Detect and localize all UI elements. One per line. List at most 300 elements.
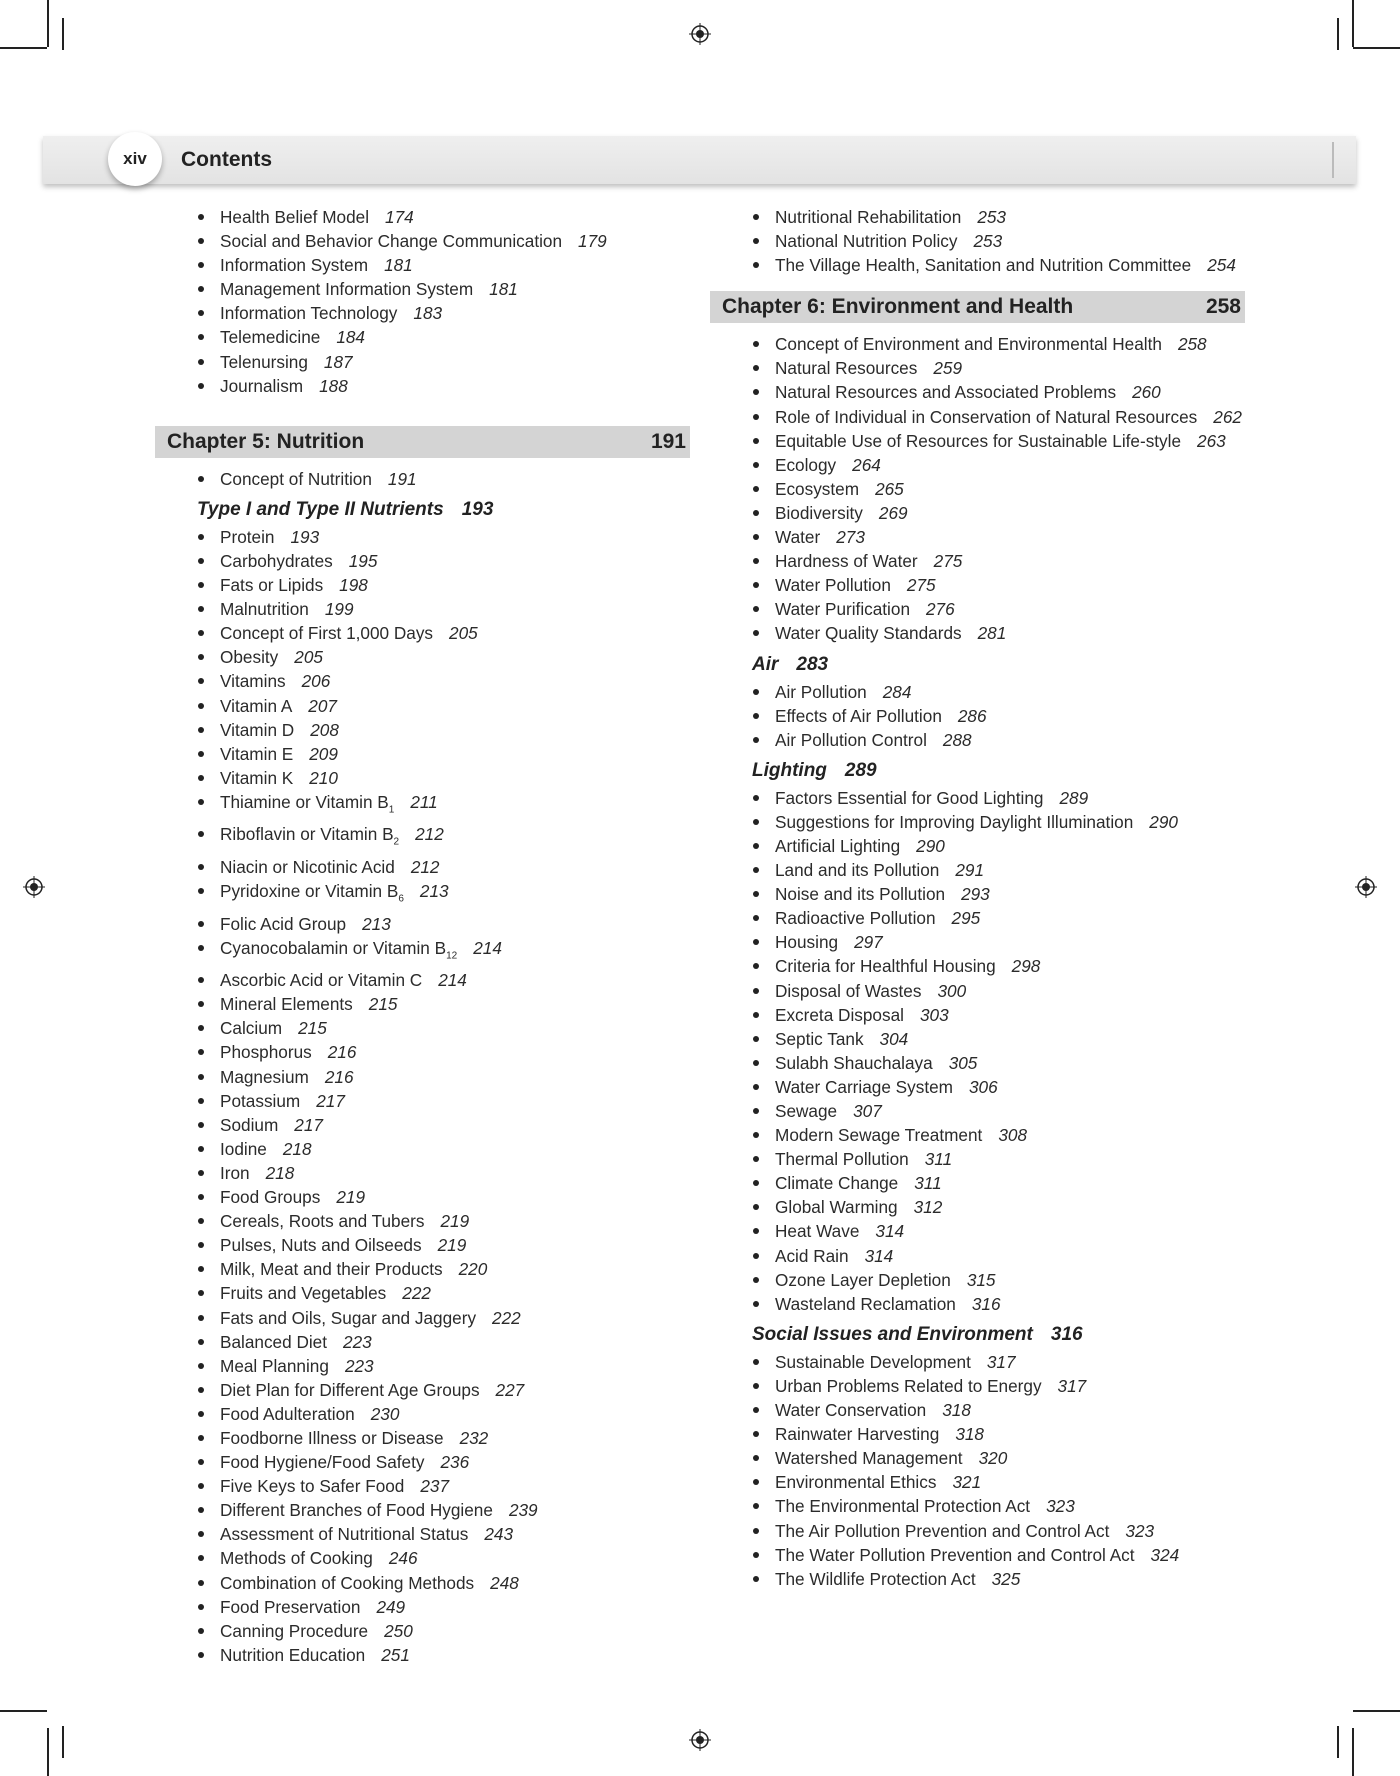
toc-entry xyxy=(710,525,1245,549)
toc-entry xyxy=(155,1474,690,1498)
entry-page: 312 xyxy=(913,1197,943,1218)
entry-page: 251 xyxy=(381,1644,410,1665)
entry-title: Water Quality Standards xyxy=(775,623,962,644)
entry-title: Sustainable Development xyxy=(775,1351,971,1372)
entry-title: Iron xyxy=(220,1162,250,1183)
toc-entry xyxy=(155,1378,690,1402)
entry-page: 243 xyxy=(484,1524,514,1545)
entry-title: Iodine xyxy=(220,1138,267,1159)
entry-title: Obesity xyxy=(220,647,279,668)
left-column xyxy=(155,205,690,1667)
toc-entry xyxy=(155,766,690,790)
section-title: Lighting xyxy=(752,759,827,781)
entry-title: Acid Rain xyxy=(775,1245,849,1266)
toc-entry xyxy=(710,332,1245,356)
entry-title: Information Technology xyxy=(220,303,398,324)
entry-subscript: 1 xyxy=(388,804,395,816)
entry-page: 205 xyxy=(294,647,323,668)
entry-title: Canning Procedure xyxy=(220,1620,369,1641)
entry-page: 318 xyxy=(942,1400,971,1421)
entry-page: 183 xyxy=(413,303,443,324)
crop-mark xyxy=(1352,0,1354,47)
entry-title: Ecology xyxy=(775,454,837,475)
entry-title: Telenursing xyxy=(220,351,308,372)
section-page: 289 xyxy=(844,759,877,781)
toc-list xyxy=(155,205,690,398)
entry-title: Wasteland Reclamation xyxy=(775,1293,956,1314)
registration-mark-icon xyxy=(689,1729,711,1751)
entry-title: Foodborne Illness or Disease xyxy=(220,1427,444,1448)
entry-page: 207 xyxy=(308,695,337,716)
toc-entry xyxy=(710,834,1245,858)
entry-title: Urban Problems Related to Energy xyxy=(775,1375,1042,1396)
entry-title: Concept of First 1,000 Days xyxy=(220,623,434,644)
section-title: Type I and Type II Nutrients xyxy=(197,498,444,520)
toc-list xyxy=(155,525,690,1667)
toc-entry xyxy=(155,1595,690,1619)
toc-entry xyxy=(155,912,690,936)
chapter-title: Chapter 5: Nutrition xyxy=(167,429,365,453)
entry-title: Watershed Management xyxy=(775,1448,963,1469)
toc-entry xyxy=(710,1446,1245,1470)
entry-title: Carbohydrates xyxy=(220,550,333,571)
entry-page: 219 xyxy=(437,1235,467,1256)
toc-entry xyxy=(710,954,1245,978)
entry-title: Pulses, Nuts and Oilseeds xyxy=(220,1235,422,1256)
toc-entry xyxy=(155,1522,690,1546)
entry-page: 195 xyxy=(348,550,378,571)
toc-entry xyxy=(155,374,690,398)
entry-title: Ozone Layer Depletion xyxy=(775,1269,951,1290)
toc-entry xyxy=(155,1546,690,1570)
entry-title: Criteria for Healthful Housing xyxy=(775,956,996,977)
toc-entry xyxy=(710,453,1245,477)
entry-page: 311 xyxy=(924,1149,953,1170)
entry-page: 227 xyxy=(495,1379,525,1400)
toc-entry xyxy=(155,1161,690,1185)
section-page: 316 xyxy=(1050,1323,1083,1345)
page-number: xiv xyxy=(108,132,162,186)
crop-mark xyxy=(1352,1728,1354,1776)
toc-entry xyxy=(155,1281,690,1305)
entry-title: Food Adulteration xyxy=(220,1403,355,1424)
section-heading xyxy=(710,1320,1245,1350)
entry-page: 308 xyxy=(998,1125,1028,1146)
entry-title: The Environmental Protection Act xyxy=(775,1496,1031,1517)
entry-page: 315 xyxy=(966,1269,996,1290)
entry-page: 262 xyxy=(1213,406,1242,427)
entry-page: 303 xyxy=(919,1004,949,1025)
entry-page: 324 xyxy=(1150,1544,1180,1565)
chapter-page: 191 xyxy=(650,429,686,453)
header-divider xyxy=(1332,142,1334,178)
entry-title: Telemedicine xyxy=(220,327,321,348)
toc-entry xyxy=(155,992,690,1016)
toc-entry xyxy=(155,549,690,573)
entry-page: 223 xyxy=(344,1355,374,1376)
crop-mark xyxy=(47,0,49,47)
entry-page: 246 xyxy=(388,1548,418,1569)
entry-page: 314 xyxy=(875,1221,905,1242)
toc-entry xyxy=(710,205,1245,229)
entry-title: Rainwater Harvesting xyxy=(775,1424,940,1445)
toc-entry xyxy=(155,205,690,229)
toc-entry xyxy=(710,253,1245,277)
entry-page: 249 xyxy=(376,1596,406,1617)
entry-page: 174 xyxy=(385,207,414,227)
entry-page: 216 xyxy=(327,1042,357,1063)
entry-title: Sewage xyxy=(775,1101,838,1121)
toc-entry xyxy=(710,882,1245,906)
entry-page: 290 xyxy=(916,835,945,856)
entry-title: Effects of Air Pollution xyxy=(775,705,942,726)
entry-page: 321 xyxy=(952,1472,982,1493)
chapter-title: Chapter 6: Environment and Health xyxy=(722,295,1074,319)
entry-page: 293 xyxy=(961,884,990,905)
toc-entry xyxy=(155,936,690,969)
entry-page: 184 xyxy=(336,327,365,348)
entry-title: Diet Plan for Different Age Groups xyxy=(220,1379,480,1400)
entry-title: Protein xyxy=(220,526,275,547)
chapter-heading xyxy=(155,426,690,458)
entry-title: Modern Sewage Treatment xyxy=(775,1125,983,1146)
toc-entry xyxy=(155,1498,690,1522)
entry-title: Heat Wave xyxy=(775,1221,860,1242)
entry-page: 188 xyxy=(319,375,348,396)
toc-entry xyxy=(155,855,690,879)
entry-page: 320 xyxy=(978,1448,1008,1469)
entry-title: Vitamin D xyxy=(220,719,295,740)
entry-page: 297 xyxy=(854,932,883,953)
section-title: Social Issues and Environment xyxy=(752,1323,1033,1345)
entry-page: 289 xyxy=(1059,787,1089,808)
entry-title: Pyridoxine or Vitamin B xyxy=(220,881,399,902)
entry-title: Assessment of Nutritional Status xyxy=(220,1524,469,1545)
toc-entry xyxy=(155,790,690,823)
toc-entry xyxy=(155,1089,690,1113)
toc-entry xyxy=(710,1075,1245,1099)
section-page: 193 xyxy=(461,498,494,520)
crop-mark xyxy=(1353,1710,1400,1712)
entry-title: Thermal Pollution xyxy=(775,1149,909,1170)
entry-title: Disposal of Wastes xyxy=(775,980,922,1001)
toc-entry xyxy=(155,1306,690,1330)
entry-page: 317 xyxy=(1057,1375,1087,1396)
entry-page: 305 xyxy=(948,1052,978,1073)
section-heading xyxy=(710,756,1245,786)
registration-mark-icon xyxy=(1355,876,1377,898)
entry-page: 295 xyxy=(951,908,981,929)
entry-page: 191 xyxy=(387,468,417,489)
entry-title: Combination of Cooking Methods xyxy=(220,1572,475,1593)
entry-title: Water xyxy=(775,527,821,548)
entry-title: Journalism xyxy=(220,375,304,396)
toc-entry xyxy=(710,477,1245,501)
entry-title: Water Pollution xyxy=(775,575,891,596)
toc-entry xyxy=(710,1051,1245,1075)
toc-entry xyxy=(155,253,690,277)
entry-page: 275 xyxy=(933,551,963,572)
entry-title: Meal Planning xyxy=(220,1355,329,1376)
entry-page: 208 xyxy=(310,719,339,740)
crop-mark xyxy=(62,1726,64,1758)
entry-title: Nutrition Education xyxy=(220,1644,366,1665)
toc-entry xyxy=(710,380,1245,404)
entry-title: Food Hygiene/Food Safety xyxy=(220,1452,425,1473)
entry-page: 276 xyxy=(926,599,955,620)
entry-title: Mineral Elements xyxy=(220,994,353,1015)
toc-entry xyxy=(155,325,690,349)
crop-mark xyxy=(1353,47,1400,49)
toc-entry xyxy=(710,1195,1245,1219)
entry-page: 213 xyxy=(362,913,391,934)
entry-title: Fats or Lipids xyxy=(220,575,324,596)
entry-page: 218 xyxy=(282,1138,312,1159)
toc-entry xyxy=(710,1171,1245,1195)
toc-entry xyxy=(710,549,1245,573)
section-heading xyxy=(710,650,1245,680)
crop-mark xyxy=(0,47,47,49)
toc-entry xyxy=(710,786,1245,810)
entry-page: 210 xyxy=(309,767,338,788)
entry-title: Climate Change xyxy=(775,1173,899,1194)
entry-title: Air Pollution xyxy=(775,681,867,702)
entry-title: Riboflavin or Vitamin B xyxy=(220,824,394,845)
entry-page: 217 xyxy=(294,1114,323,1135)
entry-page: 217 xyxy=(316,1090,345,1111)
entry-page: 211 xyxy=(410,791,438,812)
entry-title: Septic Tank xyxy=(775,1028,864,1049)
registration-mark-icon xyxy=(23,876,45,898)
entry-page: 248 xyxy=(490,1572,519,1593)
entry-page: 250 xyxy=(384,1620,413,1641)
toc-entry xyxy=(710,229,1245,253)
toc-entry xyxy=(710,680,1245,704)
entry-title: Ecosystem xyxy=(775,478,860,499)
entry-title: Suggestions for Improving Daylight Illumination xyxy=(775,811,1134,832)
entry-page: 213 xyxy=(419,881,449,902)
entry-page: 275 xyxy=(906,575,936,596)
entry-page: 212 xyxy=(410,856,440,877)
toc-entry xyxy=(710,1099,1245,1123)
entry-page: 212 xyxy=(415,824,444,845)
toc-entry xyxy=(710,1543,1245,1567)
toc-entry xyxy=(155,822,690,855)
entry-title: Housing xyxy=(775,932,839,953)
entry-title: Cereals, Roots and Tubers xyxy=(220,1211,425,1232)
entry-page: 181 xyxy=(489,279,518,300)
crop-mark xyxy=(62,18,64,50)
entry-title: National Nutrition Policy xyxy=(775,231,958,252)
toc-entry xyxy=(155,229,690,253)
entry-page: 264 xyxy=(852,454,881,475)
entry-title: Water Conservation xyxy=(775,1400,927,1421)
crop-mark xyxy=(1337,18,1339,50)
toc-entry xyxy=(155,879,690,912)
entry-page: 223 xyxy=(343,1331,372,1352)
toc-entry xyxy=(155,1233,690,1257)
entry-page: 215 xyxy=(368,994,398,1015)
entry-title: Food Preservation xyxy=(220,1596,361,1617)
entry-page: 323 xyxy=(1125,1520,1155,1541)
entry-page: 209 xyxy=(309,743,338,764)
entry-page: 214 xyxy=(438,970,467,991)
toc-entry xyxy=(155,1257,690,1281)
entry-title: Hardness of Water xyxy=(775,551,918,572)
toc-entry xyxy=(155,1209,690,1233)
entry-page: 325 xyxy=(991,1568,1021,1589)
toc-entry xyxy=(710,728,1245,752)
toc-entry xyxy=(155,1402,690,1426)
entry-title: Health Belief Model xyxy=(220,207,370,227)
entry-title: The Air Pollution Prevention and Control Act xyxy=(775,1520,1110,1541)
entry-page: 263 xyxy=(1197,430,1226,451)
toc-entry xyxy=(710,1027,1245,1051)
entry-title: Vitamin E xyxy=(220,743,294,764)
crop-mark xyxy=(47,1728,49,1776)
entry-title: Global Warming xyxy=(775,1197,898,1218)
entry-page: 199 xyxy=(324,599,354,620)
toc-entry xyxy=(710,1494,1245,1518)
toc-entry xyxy=(710,501,1245,525)
entry-title: Thiamine or Vitamin B xyxy=(220,791,389,812)
toc-entry xyxy=(710,429,1245,453)
entry-page: 281 xyxy=(977,623,1007,644)
entry-page: 323 xyxy=(1046,1496,1075,1517)
entry-page: 205 xyxy=(449,623,478,644)
section-heading xyxy=(155,495,690,525)
entry-page: 253 xyxy=(977,207,1006,227)
entry-subscript: 12 xyxy=(446,950,458,962)
toc-entry xyxy=(710,906,1245,930)
section-title: Air xyxy=(752,653,779,675)
entry-page: 291 xyxy=(955,860,985,881)
entry-title: Five Keys to Safer Food xyxy=(220,1476,405,1497)
toc-entry xyxy=(710,1268,1245,1292)
toc-entry xyxy=(710,1567,1245,1591)
toc-list xyxy=(710,1350,1245,1591)
entry-title: Cyanocobalamin or Vitamin B xyxy=(220,937,447,958)
toc-entry xyxy=(155,301,690,325)
crop-mark xyxy=(1337,1726,1339,1758)
entry-title: Concept of Nutrition xyxy=(220,468,372,489)
toc-entry xyxy=(710,810,1245,834)
entry-title: Excreta Disposal xyxy=(775,1004,904,1025)
entry-page: 316 xyxy=(971,1293,1001,1314)
entry-title: Water Carriage System xyxy=(775,1076,953,1097)
entry-title: The Water Pollution Prevention and Control Act xyxy=(775,1544,1135,1565)
entry-page: 179 xyxy=(578,231,607,252)
entry-title: Ascorbic Acid or Vitamin C xyxy=(220,970,423,991)
entry-title: Equitable Use of Resources for Sustainable Life-style xyxy=(775,430,1182,451)
entry-page: 273 xyxy=(836,527,865,548)
entry-page: 198 xyxy=(339,575,368,596)
entry-page: 239 xyxy=(508,1500,538,1521)
entry-page: 253 xyxy=(973,231,1003,252)
toc-entry xyxy=(710,704,1245,728)
section-page: 283 xyxy=(796,653,829,675)
entry-title: Land and its Pollution xyxy=(775,860,940,881)
toc-entry xyxy=(710,621,1245,645)
entry-page: 317 xyxy=(986,1351,1016,1372)
toc-entry xyxy=(155,277,690,301)
entry-page: 258 xyxy=(1177,334,1207,355)
entry-title: Vitamins xyxy=(220,671,286,692)
toc-entry xyxy=(155,718,690,742)
entry-title: Factors Essential for Good Lighting xyxy=(775,787,1044,808)
entry-title: The Village Health, Sanitation and Nutrition Committee xyxy=(775,255,1192,276)
entry-title: Fats and Oils, Sugar and Jaggery xyxy=(220,1307,477,1328)
entry-page: 311 xyxy=(914,1173,942,1194)
entry-title: Methods of Cooking xyxy=(220,1548,373,1569)
toc-entry xyxy=(155,621,690,645)
toc-entry xyxy=(155,1137,690,1161)
entry-title: Information System xyxy=(220,255,369,276)
toc-entry xyxy=(710,979,1245,1003)
toc-entry xyxy=(155,525,690,549)
toc-entry xyxy=(710,1244,1245,1268)
entry-page: 265 xyxy=(875,478,904,499)
toc-entry xyxy=(710,1422,1245,1446)
entry-page: 219 xyxy=(336,1187,366,1208)
entry-page: 187 xyxy=(323,351,353,372)
entry-page: 232 xyxy=(459,1427,489,1448)
toc-entry xyxy=(155,1643,690,1667)
entry-page: 298 xyxy=(1011,956,1041,977)
entry-title: Artificial Lighting xyxy=(775,835,901,856)
entry-page: 254 xyxy=(1207,255,1236,276)
entry-page: 216 xyxy=(324,1066,354,1087)
toc-entry xyxy=(710,1292,1245,1316)
entry-page: 306 xyxy=(968,1076,998,1097)
entry-title: Sulabh Shauchalaya xyxy=(775,1052,933,1073)
entry-page: 237 xyxy=(420,1476,450,1497)
entry-title: Nutritional Rehabilitation xyxy=(775,207,962,227)
toc-entry xyxy=(155,669,690,693)
toc-entry xyxy=(155,1426,690,1450)
entry-page: 181 xyxy=(384,255,413,276)
toc-entry xyxy=(155,597,690,621)
toc-entry xyxy=(710,1470,1245,1494)
toc-entry xyxy=(710,1398,1245,1422)
toc-list xyxy=(710,332,1245,645)
entry-page: 215 xyxy=(298,1018,327,1039)
entry-title: Management Information System xyxy=(220,279,474,300)
toc-entry xyxy=(155,573,690,597)
entry-page: 193 xyxy=(290,526,320,547)
toc-list xyxy=(710,680,1245,752)
entry-title: Water Purification xyxy=(775,599,910,620)
toc-entry xyxy=(710,930,1245,954)
header-title: Contents xyxy=(181,148,272,171)
toc-entry xyxy=(155,1571,690,1595)
entry-page: 222 xyxy=(402,1283,431,1304)
entry-page: 284 xyxy=(882,681,912,702)
entry-page: 218 xyxy=(265,1162,295,1183)
entry-page: 220 xyxy=(458,1259,488,1280)
toc-entry xyxy=(155,1185,690,1209)
entry-title: Niacin or Nicotinic Acid xyxy=(220,856,395,877)
entry-title: Biodiversity xyxy=(775,502,863,523)
entry-title: Different Branches of Food Hygiene xyxy=(220,1500,493,1521)
toc-entry xyxy=(155,968,690,992)
entry-title: Folic Acid Group xyxy=(220,913,347,934)
entry-subscript: 2 xyxy=(393,836,400,848)
registration-mark-icon xyxy=(689,23,711,45)
entry-title: Role of Individual in Conservation of Natural Resources xyxy=(775,406,1198,427)
toc-entry xyxy=(710,1350,1245,1374)
entry-subscript: 6 xyxy=(398,893,404,905)
